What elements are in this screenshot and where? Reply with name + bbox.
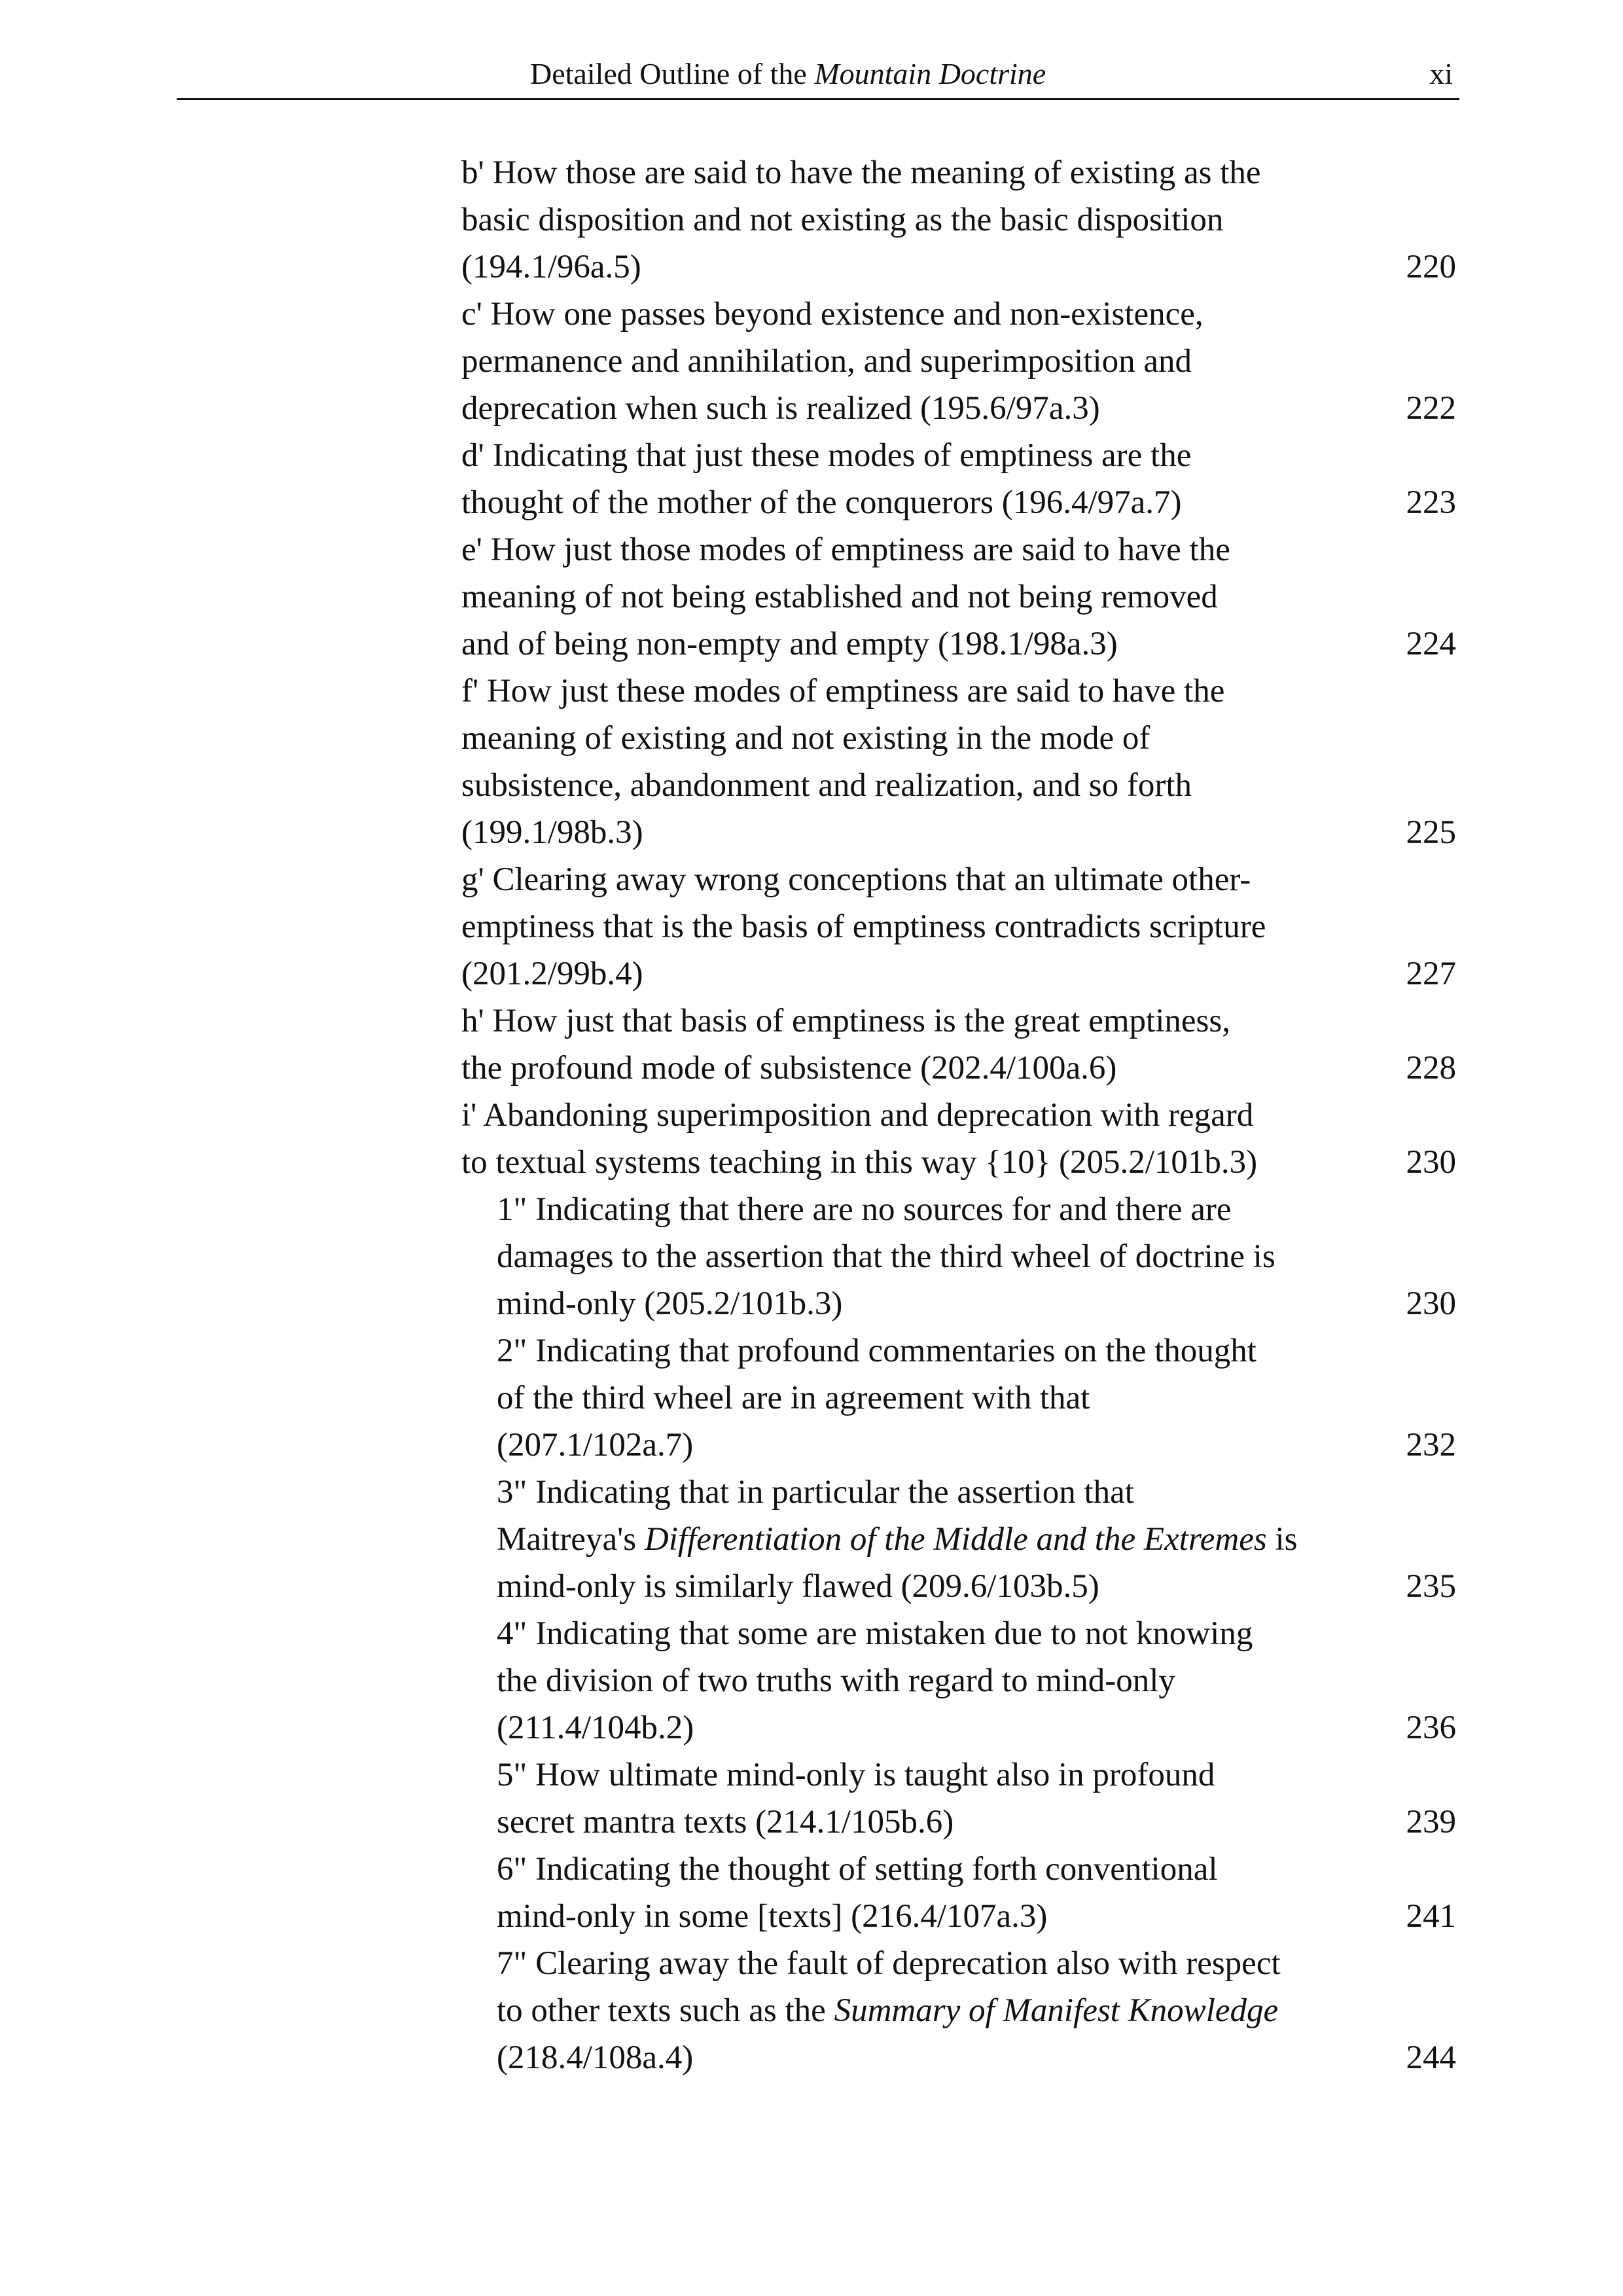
outline-entry-h — [461, 997, 1456, 1092]
entry-line: 3" Indicating that in particular the assertion that — [497, 1474, 1134, 1511]
entry-line: subsistence, abandonment and realization, and so forth — [461, 767, 1192, 804]
entry-page-number: 225 — [1406, 814, 1456, 851]
entry-line: basic disposition and not existing as the basic disposition — [461, 202, 1224, 238]
entry-page-number: 244 — [1406, 2039, 1456, 2076]
outline-subentry-1 — [461, 1186, 1456, 1327]
entry-line: secret mantra texts (214.1/105b.6) — [497, 1804, 954, 1840]
entry-line: i' Abandoning superimposition and deprecation with regard — [461, 1097, 1254, 1134]
entry-line: emptiness that is the basis of emptiness contradicts scripture — [461, 908, 1266, 945]
entry-line: (211.4/104b.2) — [497, 1710, 694, 1746]
entry-page-number: 222 — [1406, 390, 1456, 427]
entry-line: meaning of existing and not existing in the mode of — [461, 720, 1150, 757]
entry-line: f' How just these modes of emptiness are said to have the — [461, 673, 1225, 709]
outline-subentry-5 — [461, 1751, 1456, 1846]
entry-line: mind-only in some [texts] (216.4/107a.3) — [497, 1898, 1048, 1935]
entry-line: damages to the assertion that the third wheel of doctrine is — [497, 1238, 1275, 1275]
outline-entry-f — [461, 668, 1456, 856]
outline-subentry-7 — [461, 1940, 1456, 2081]
entry-line: to textual systems teaching in this way {10} (205.2/101b.3) — [461, 1144, 1258, 1181]
entry-page-number: 235 — [1406, 1568, 1456, 1605]
entry-page-number: 236 — [1406, 1710, 1456, 1746]
entry-line: h' How just that basis of emptiness is the great emptiness, — [461, 1003, 1230, 1039]
entry-line: 1" Indicating that there are no sources for and there are — [497, 1191, 1232, 1228]
entry-line: the division of two truths with regard to mind-only — [497, 1662, 1175, 1699]
entry-line: the profound mode of subsistence (202.4/100a.6) — [461, 1050, 1117, 1086]
entry-line: (218.4/108a.4) — [497, 2039, 694, 2076]
outline-entry-g — [461, 856, 1456, 997]
entry-page-number: 230 — [1406, 1144, 1456, 1181]
header-rule — [177, 98, 1459, 100]
entry-page-number: 230 — [1406, 1285, 1456, 1322]
outline-subentry-3 — [461, 1469, 1456, 1610]
page-number: xi — [1429, 57, 1453, 90]
entry-line: g' Clearing away wrong conceptions that an ultimate other- — [461, 861, 1251, 898]
running-header — [177, 51, 1459, 97]
entry-line: 2" Indicating that profound commentaries on the thought — [497, 1333, 1257, 1369]
entry-line: and of being non-empty and empty (198.1/98a.3) — [461, 626, 1118, 662]
entry-text: Maitreya's — [497, 1521, 645, 1558]
header-title-prefix: Detailed Outline of the — [530, 57, 815, 90]
entry-line: d' Indicating that just these modes of emptiness are the — [461, 437, 1192, 474]
entry-line: (201.2/99b.4) — [461, 956, 643, 992]
entry-line — [497, 1516, 1456, 1563]
entry-line: mind-only is similarly flawed (209.6/103b.5) — [497, 1568, 1099, 1605]
entry-line: permanence and annihilation, and superimposition and — [461, 343, 1192, 380]
entry-line: 4" Indicating that some are mistaken due to not knowing — [497, 1615, 1253, 1652]
outline-subentry-4 — [461, 1610, 1456, 1751]
entry-line — [497, 1987, 1456, 2034]
entry-page-number: 224 — [1406, 626, 1456, 662]
book-title: Differentiation of the Middle and the Extremes — [644, 1521, 1267, 1558]
entry-line: deprecation when such is realized (195.6/97a.3) — [461, 390, 1100, 427]
outline-entry-d — [461, 432, 1456, 526]
running-header-title — [530, 51, 1046, 97]
entry-page-number: 228 — [1406, 1050, 1456, 1086]
outline-subentry-6 — [461, 1846, 1456, 1940]
entry-line: 7" Clearing away the fault of deprecation also with respect — [497, 1945, 1281, 1982]
entry-page-number: 220 — [1406, 249, 1456, 285]
outline-entry-b — [461, 149, 1456, 291]
book-title: Summary of Manifest Knowledge — [834, 1992, 1279, 2029]
entry-page-number: 227 — [1406, 956, 1456, 992]
entry-line: 6" Indicating the thought of setting forth conventional — [497, 1851, 1218, 1888]
entry-text: is — [1266, 1521, 1298, 1558]
entry-page-number: 223 — [1406, 484, 1456, 521]
entry-line: b' How those are said to have the meaning of existing as the — [461, 154, 1261, 191]
entry-line: e' How just those modes of emptiness are said to have the — [461, 531, 1230, 568]
outline-subentry-2 — [461, 1327, 1456, 1469]
entry-page-number: 232 — [1406, 1427, 1456, 1463]
entry-line: mind-only (205.2/101b.3) — [497, 1285, 843, 1322]
outline-entry-c — [461, 291, 1456, 432]
entry-line: meaning of not being established and not being removed — [461, 579, 1218, 615]
entry-line: of the third wheel are in agreement with that — [497, 1380, 1090, 1416]
entry-line: thought of the mother of the conquerors (196.4/97a.7) — [461, 484, 1182, 521]
outline-entry-i — [461, 1092, 1456, 1186]
outline-list — [461, 149, 1456, 2081]
entry-line: c' How one passes beyond existence and non-existence, — [461, 296, 1204, 332]
entry-page-number: 239 — [1406, 1804, 1456, 1840]
header-title-italic: Mountain Doctrine — [814, 57, 1046, 90]
entry-page-number: 241 — [1406, 1898, 1456, 1935]
entry-line: (207.1/102a.7) — [497, 1427, 694, 1463]
outline-entry-e — [461, 526, 1456, 668]
entry-line: (199.1/98b.3) — [461, 814, 643, 851]
entry-line: (194.1/96a.5) — [461, 249, 641, 285]
entry-text: to other texts such as the — [497, 1992, 834, 2029]
entry-line: 5" How ultimate mind-only is taught also in profound — [497, 1757, 1215, 1793]
